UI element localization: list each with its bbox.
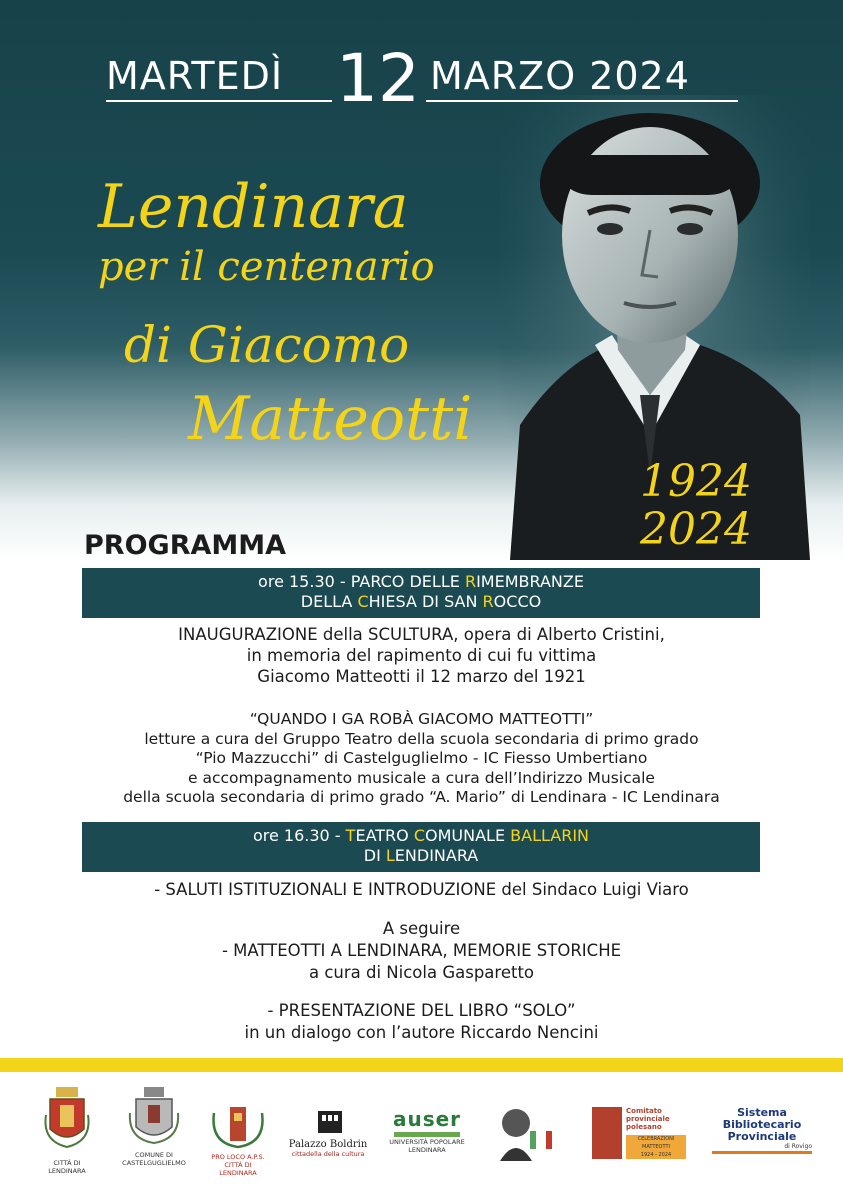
desc-line: in memoria del rapimento di cui fu vittima <box>246 646 597 665</box>
reading-title: “QUANDO I GA ROBÀ GIACOMO MATTEOTTI” <box>249 710 594 728</box>
logo-text: di Rovigo <box>784 1143 812 1150</box>
event1-reading <box>0 710 843 808</box>
event1-band-line2 <box>82 592 760 612</box>
logo-proloco <box>208 1103 268 1177</box>
logo-text: 1924 - 2024 <box>640 1152 672 1158</box>
auser-wordmark: auser <box>392 1107 462 1131</box>
year-end: 2024 <box>640 504 752 555</box>
comitato-text <box>626 1107 670 1131</box>
programma-heading: PROGRAMMA <box>84 530 287 561</box>
event1-place-rest: IMEMBRANZE <box>476 572 584 591</box>
title-line-3: di Giacomo <box>124 316 410 374</box>
date-month-year: MARZO 2024 <box>430 54 690 98</box>
logo-text: UNIVERSITÀ POPOLARE <box>389 1138 465 1146</box>
event-date <box>0 40 843 120</box>
logo-castelguglielmo <box>122 1085 186 1167</box>
comitato-banner <box>626 1135 686 1159</box>
logo-auser <box>388 1107 466 1154</box>
logo-memoria <box>496 1101 554 1165</box>
initial-letter: L <box>385 846 395 865</box>
initial-letter: C <box>413 826 426 845</box>
desc-line: Giacomo Matteotti il 12 marzo del 1921 <box>257 667 586 686</box>
initial-letter: R <box>464 572 477 591</box>
event2-item-libro <box>0 1000 843 1044</box>
auser-bar <box>394 1132 460 1137</box>
text-part: DI <box>363 846 386 865</box>
sistema-text <box>712 1107 812 1143</box>
logo-lendinara <box>42 1085 92 1175</box>
logo-text: Bibliotecario <box>722 1118 802 1131</box>
reading-line: “Pio Mazzucchi” di Castelguglielmo - IC Fiesso Umbertiano <box>195 749 648 767</box>
title-line-1: Lendinara <box>98 172 409 242</box>
libro-author: in un dialogo con l’autore Riccardo Nencini <box>244 1023 599 1042</box>
logo-palazzo-boldrin <box>288 1107 368 1158</box>
date-underline-right <box>426 100 738 102</box>
theatre-name: BALLARIN <box>510 826 590 845</box>
event2-time: ore 16.30 - <box>252 826 346 845</box>
event2-header-band <box>82 822 760 872</box>
logo-text: provinciale <box>626 1115 670 1123</box>
year-start: 1924 <box>640 456 752 507</box>
crest-icon <box>42 1085 92 1155</box>
date-underline-left <box>106 100 332 102</box>
event2-band-line1 <box>82 826 760 846</box>
logo-comitato <box>592 1107 688 1163</box>
portrait-icon <box>496 1101 554 1161</box>
memorie-title: - MATTEOTTI A LENDINARA, MEMORIE STORICHE <box>221 941 622 960</box>
crest-icon <box>122 1085 186 1147</box>
logo-text: CITTÀ DI LENDINARA <box>219 1161 257 1177</box>
event1-header-band <box>82 568 760 618</box>
logo-text: Sistema <box>737 1106 787 1119</box>
reading-line: della scuola secondaria di primo grado “A. Mario” di Lendinara - IC Lendinara <box>123 788 720 806</box>
logo-text: Palazzo Boldrin <box>288 1139 368 1150</box>
logo-text: Provinciale <box>727 1130 797 1143</box>
sponsor-logos <box>0 1085 843 1185</box>
logo-lendinara-text: CITTÀ DI LENDINARA <box>48 1159 86 1175</box>
logo-text: cittadella della cultura <box>291 1150 365 1158</box>
logo-text: LENDINARA <box>408 1146 446 1154</box>
initial-letter: C <box>357 592 369 611</box>
tower-icon <box>208 1103 268 1149</box>
logo-text: PRO LOCO A.P.S. <box>211 1153 265 1161</box>
logo-text: CASTELGUGLIELMO <box>122 1159 186 1167</box>
logo-sistema-bibliotecario <box>712 1107 812 1154</box>
date-weekday: MARTEDÌ <box>106 54 284 98</box>
date-day: 12 <box>336 40 420 117</box>
event1-time-place: ore 15.30 - PARCO DELLE <box>258 572 465 591</box>
text-part: HIESA DI SAN <box>368 592 483 611</box>
logo-text: COMUNE DI <box>135 1151 173 1159</box>
event2-item-saluti: - SALUTI ISTITUZIONALI E INTRODUZIONE del Sindaco Luigi Viaro <box>154 880 689 899</box>
event2-band-line2 <box>82 846 760 866</box>
footer-divider <box>0 1058 843 1072</box>
building-icon <box>288 1107 368 1135</box>
memorie-author: a cura di Nicola Gasparetto <box>308 963 535 982</box>
event1-band-line1 <box>82 572 760 592</box>
event1-description <box>0 624 843 687</box>
reading-line: e accompagnamento musicale a cura dell’Indirizzo Musicale <box>188 768 655 787</box>
logo-text: CELEBRAZIONI MATTEOTTI <box>637 1136 675 1150</box>
text-part: DELLA <box>300 592 358 611</box>
event2-item-memorie <box>0 918 843 984</box>
sistema-underline <box>712 1151 812 1154</box>
title-line-4: Matteotti <box>188 384 473 454</box>
title-line-2: per il centenario <box>98 244 435 290</box>
reading-line: letture a cura del Gruppo Teatro della scuola secondaria di primo grado <box>144 729 699 748</box>
text-part: OCCO <box>493 592 542 611</box>
text-part: ENDINARA <box>394 846 479 865</box>
years-range <box>640 458 752 554</box>
desc-line: INAUGURAZIONE della SCULTURA, opera di Alberto Cristini, <box>178 625 665 644</box>
logo-text: polesano <box>626 1123 662 1131</box>
libro-title: - PRESENTAZIONE DEL LIBRO “SOLO” <box>267 1001 576 1020</box>
a-seguire: A seguire <box>382 919 461 938</box>
initial-letter: R <box>482 592 494 611</box>
logo-text: Comitato <box>626 1107 662 1115</box>
comitato-portrait-icon <box>592 1107 622 1159</box>
text-part: EATRO <box>355 826 414 845</box>
text-part: OMUNALE <box>425 826 511 845</box>
initial-letter: T <box>345 826 356 845</box>
